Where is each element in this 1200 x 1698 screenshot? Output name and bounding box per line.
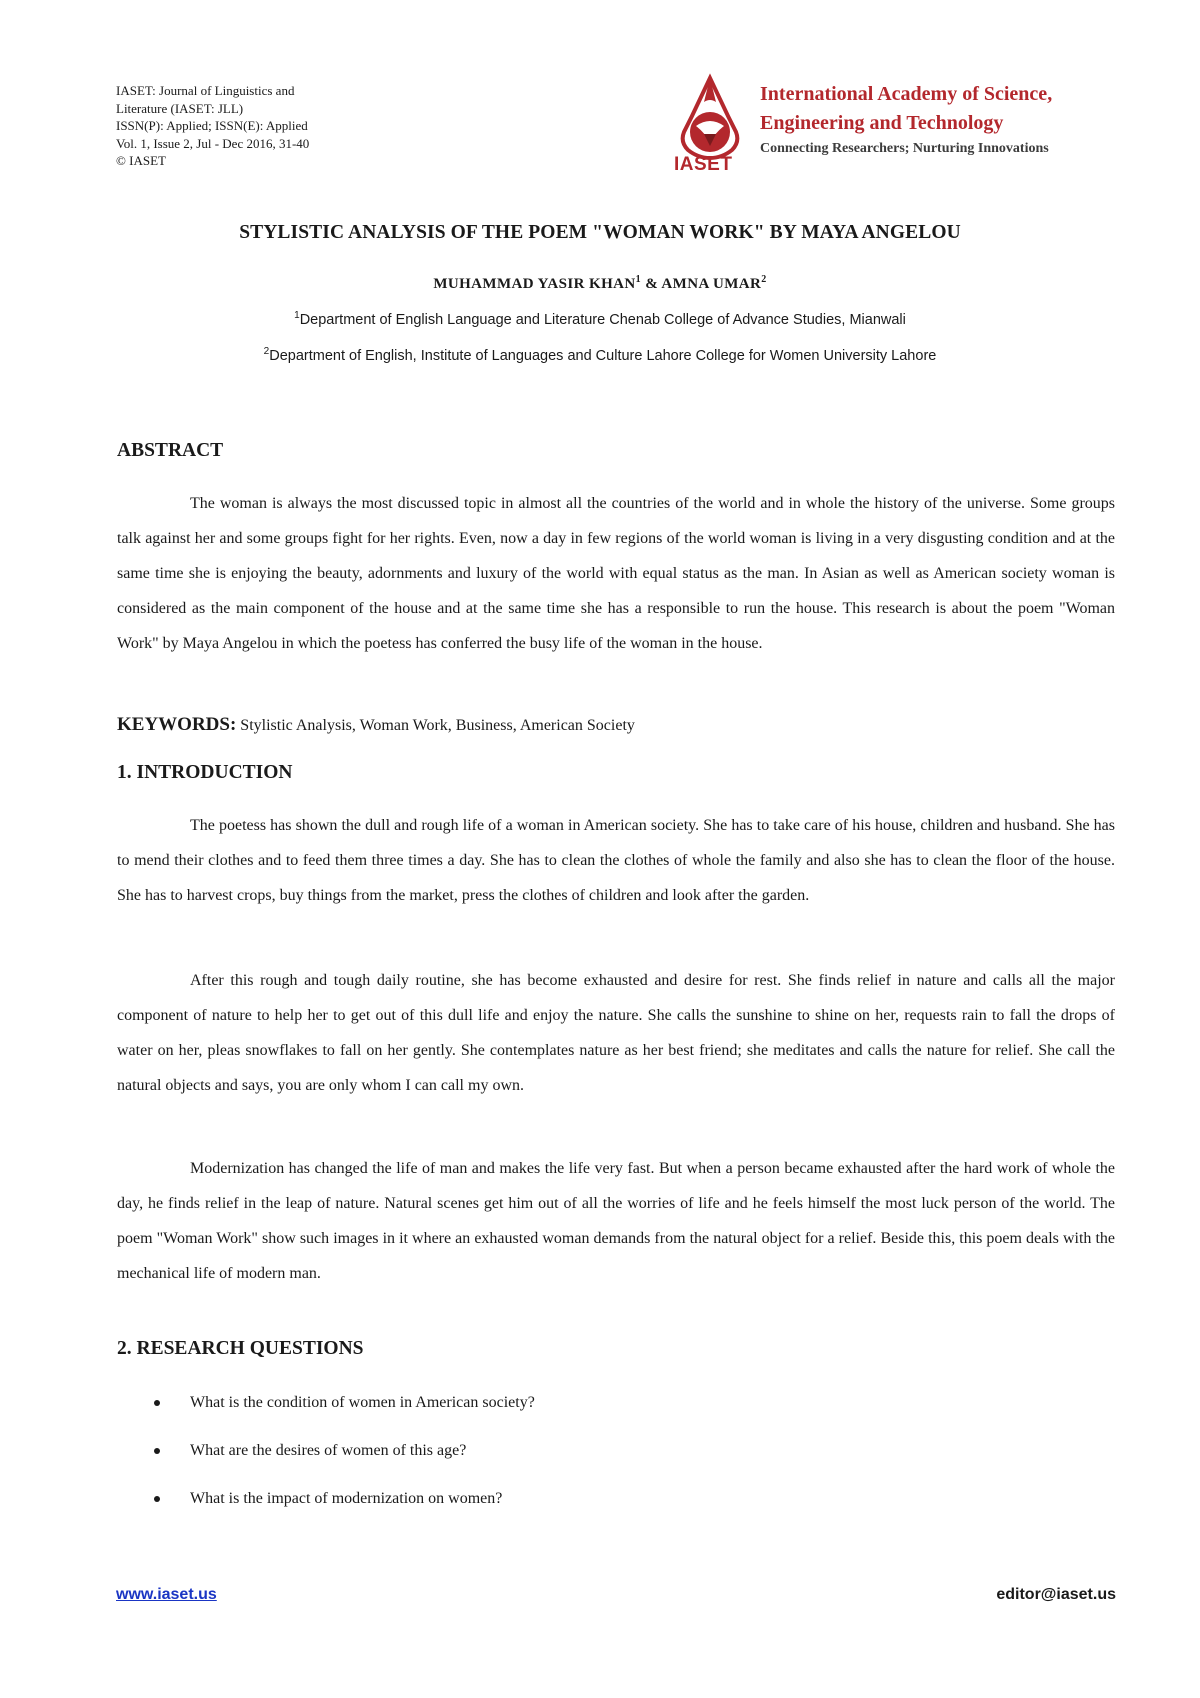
affiliation-text: Department of English Language and Literature Chenab College of Advance Studies, Mianwali bbox=[299, 312, 906, 328]
iaset-emblem-icon bbox=[670, 72, 750, 175]
list-item-text: What is the condition of women in American society? bbox=[190, 1394, 535, 1411]
abstract-heading: ABSTRACT bbox=[117, 440, 224, 461]
research-questions-list bbox=[150, 1392, 535, 1536]
affiliation-marker: 2 bbox=[263, 346, 270, 358]
abstract-text: The woman is always the most discussed topic in almost all the countries of the world and in whole the history of the universe. Some groups talk against her and some groups fight for her rights. Even, now a day in few regions of the world woman is living in a very disgusting condition and at the same time she is enjoying the beauty, adornments and luxury of the world with equal status as the man. In Asian as well as American society woman is considered as the main component of the house and at the same time she has a responsible to run the house. This research is about the poem "Woman Work" by Maya Angelou in which the poetess has conferred the busy life of the woman in the house. bbox=[117, 495, 1115, 652]
keywords-text: Stylistic Analysis, Woman Work, Business, American Society bbox=[236, 717, 635, 734]
paper-title: STYLISTIC ANALYSIS OF THE POEM "WOMAN WORK" BY MAYA ANGELOU bbox=[239, 222, 961, 243]
author-affiliation-marker: 1 bbox=[635, 274, 642, 285]
list-item bbox=[150, 1392, 535, 1440]
journal-info bbox=[116, 82, 309, 170]
affiliation-marker: 1 bbox=[294, 310, 300, 322]
list-item bbox=[150, 1440, 535, 1488]
journal-info-line: Literature (IASET: JLL) bbox=[116, 100, 244, 116]
journal-info-line: IASET: Journal of Linguistics and bbox=[116, 83, 295, 98]
list-item-text: What is the impact of modernization on women? bbox=[190, 1490, 503, 1507]
affiliation bbox=[0, 312, 1200, 328]
bullet-icon bbox=[154, 1496, 160, 1502]
author-name: AMNA UMAR bbox=[661, 276, 762, 292]
footer-website-link[interactable]: www.iaset.us bbox=[116, 1586, 217, 1603]
introduction-paragraph: After this rough and tough daily routine, she has become exhausted and desire for rest. She finds relief in nature and calls all the major component of nature to help her to get out of this dull life and enjoy the nature. She calls the sunshine to shine on her, requests rain to fall the drops of water on her, pleas snowflakes to fall on her gently. She contemplates nature as her best friend; she meditates and calls the nature for relief. She call the natural objects and says, you are only whom I can call my own. bbox=[117, 972, 1115, 1094]
footer-email: editor@iaset.us bbox=[996, 1586, 1116, 1603]
author-list bbox=[0, 276, 1200, 293]
introduction-paragraph: Modernization has changed the life of man and makes the life very fast. But when a person became exhausted after the hard work of whole the day, he finds relief in the leap of nature. Natural scenes get him out of all the worries of life and he feels himself the most luck person of the world. The poem "Woman Work" show such images in it where an exhausted woman demands from the natural object for a relief. Beside this, this poem deals with the mechanical life of modern man. bbox=[117, 1160, 1115, 1282]
author-affiliation-marker: 2 bbox=[761, 274, 767, 285]
introduction-paragraph: The poetess has shown the dull and rough life of a woman in American society. She has to take care of his house, children and husband. She has to mend their clothes and to feed them three times a day. She has to clean the clothes of whole the family and also she has to clean the floor of the house. She has to harvest crops, buy things from the market, press the clothes of children and look after the garden. bbox=[117, 817, 1115, 904]
author-separator: & bbox=[641, 276, 662, 292]
author-name: MUHAMMAD YASIR KHAN bbox=[433, 276, 636, 292]
keywords bbox=[117, 714, 1115, 736]
keywords-label: KEYWORDS: bbox=[117, 714, 237, 735]
journal-info-line: Vol. 1, Issue 2, Jul - Dec 2016, 31-40 bbox=[116, 135, 310, 151]
bullet-icon bbox=[154, 1448, 160, 1454]
journal-info-line: © IASET bbox=[116, 153, 166, 168]
affiliation bbox=[0, 348, 1200, 364]
affiliation-text: Department of English, Institute of Languages and Culture Lahore College for Women University Lahore bbox=[269, 348, 937, 364]
introduction-heading: 1. INTRODUCTION bbox=[117, 762, 293, 783]
journal-info-line: ISSN(P): Applied; ISSN(E): Applied bbox=[116, 118, 308, 133]
logo-name-line2: Engineering and Technology bbox=[760, 112, 1004, 134]
logo-tagline: Connecting Researchers; Nurturing Innovations bbox=[760, 141, 1049, 156]
research-questions-heading: 2. RESEARCH QUESTIONS bbox=[117, 1338, 364, 1359]
bullet-icon bbox=[154, 1400, 160, 1406]
logo-abbr: IASET bbox=[674, 154, 733, 175]
list-item-text: What are the desires of women of this age? bbox=[190, 1442, 467, 1459]
logo-name-line1: International Academy of Science, bbox=[760, 83, 1053, 105]
iaset-logo bbox=[670, 72, 1100, 175]
list-item bbox=[150, 1488, 535, 1536]
